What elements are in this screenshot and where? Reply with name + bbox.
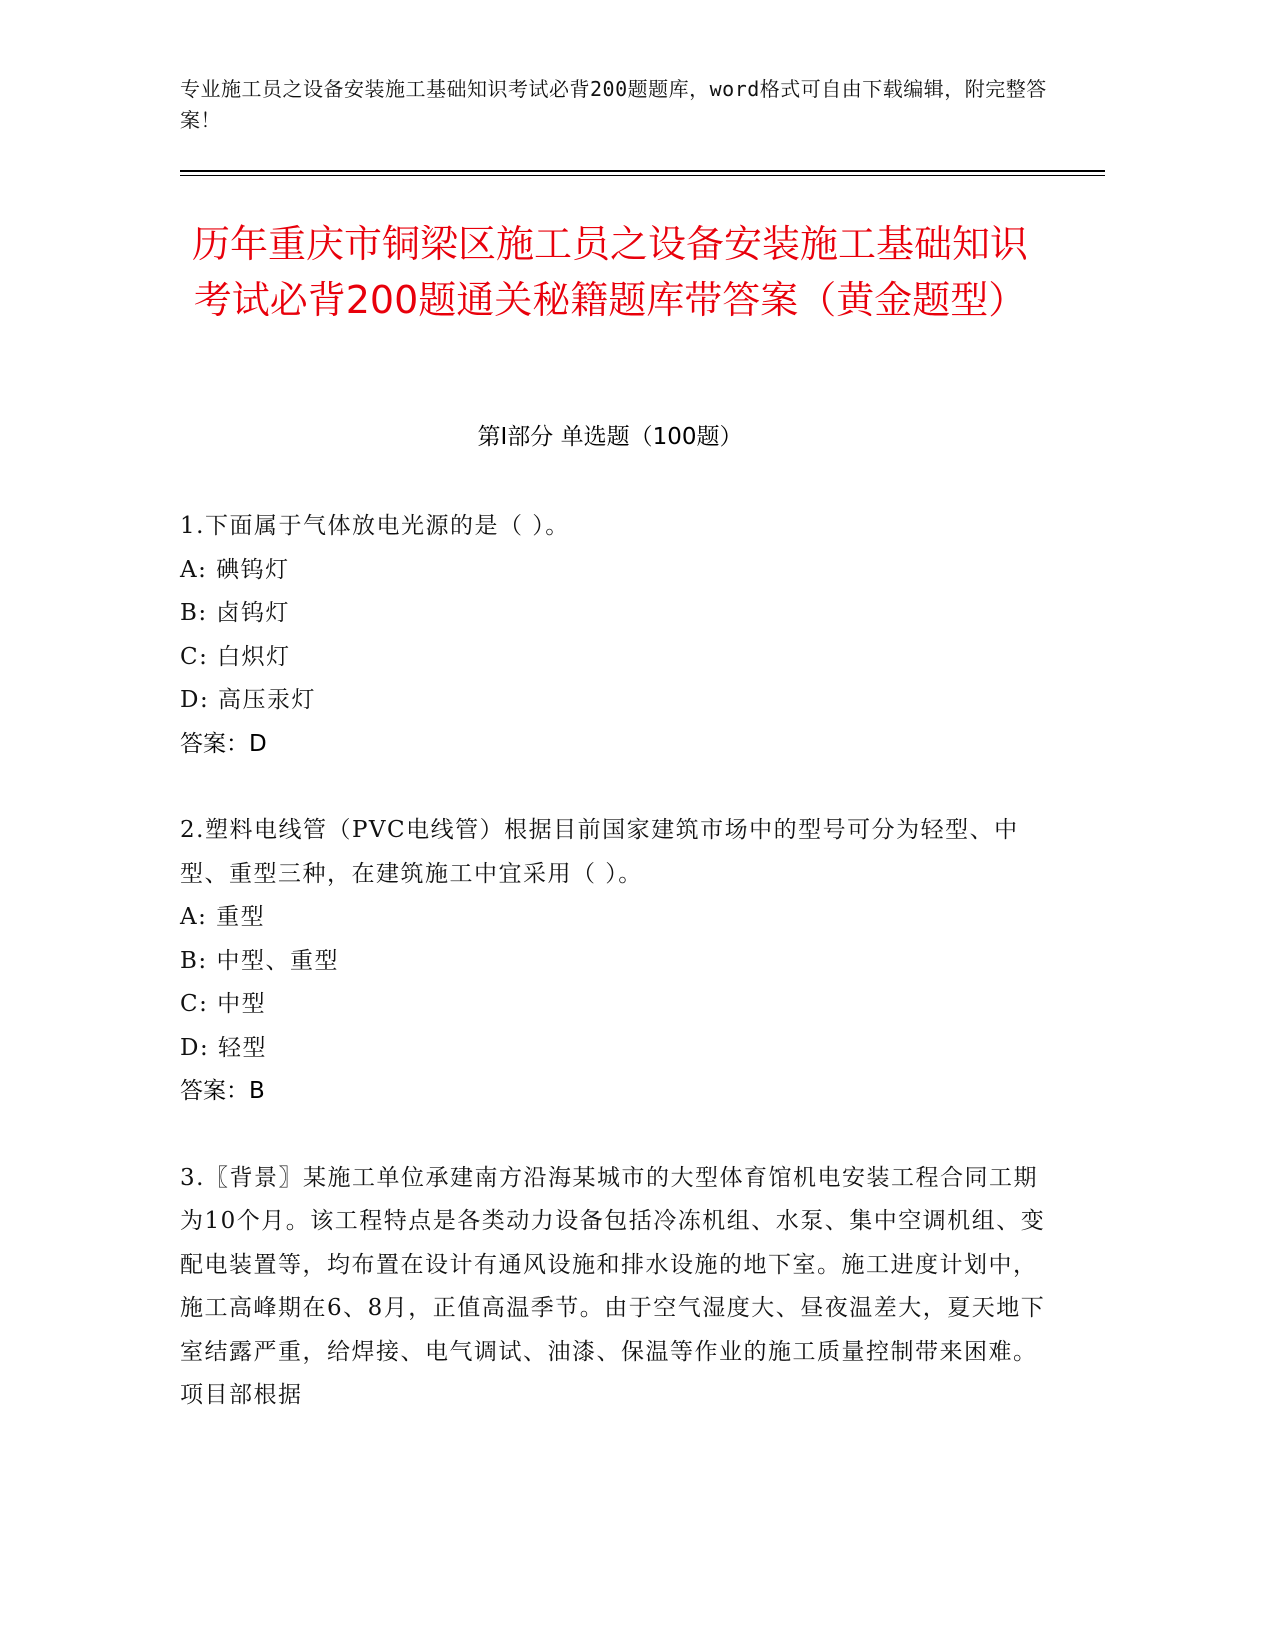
option-a: A: 重型 [180, 904, 266, 930]
option-d: D: 轻型 [180, 1034, 268, 1061]
question-list [180, 505, 1050, 1461]
document-title: 历年重庆市铜梁区施工员之设备安装施工基础知识考试必背200题通关秘籍题库带答案（黄金题型） [191, 222, 1028, 322]
option-c: C: 白炽灯 [180, 643, 291, 670]
header-note: 专业施工员之设备安装施工基础知识考试必背200题题库，word格式可自由下载编辑，附完整答案！ [180, 77, 1047, 132]
option-c: C: 中型 [180, 991, 267, 1017]
option-a: A: 碘钨灯 [180, 556, 290, 583]
question-stem: 3.〖背景〗某施工单位承建南方沿海某城市的大型体育馆机电安装工程合同工期为10个月。该工程特点是各类动力设备包括冷冻机组、水泵、集中空调机组、变配电装置等，均布置在设计有通风设施和排水设施的地下室。施工进度计划中，施工高峰期在6、8月，正值高温季节。由于空气湿度大、昼夜温差大，夏天地下室结露严重，给焊接、电气调试、油漆、保温等作业的施工质量控制带来困难。项目部根据 [180, 1164, 1046, 1408]
question-stem: 2.塑料电线管（PVC电线管）根据目前国家建筑市场中的型号可分为轻型、中型、重型三种，在建筑施工中宜采用（ ）。 [180, 817, 1019, 887]
question-2 [180, 809, 1050, 1114]
section-heading: 第Ⅰ部分 单选题（100题） [477, 424, 743, 450]
answer-line: 答案：B [180, 1078, 265, 1104]
question-stem: 1.下面属于气体放电光源的是（ ）。 [180, 513, 570, 539]
header-divider-thin [180, 175, 1105, 176]
header-divider-thick [180, 170, 1105, 172]
option-b: B: 中型、重型 [180, 947, 339, 974]
question-1 [180, 505, 1050, 766]
option-d: D: 高压汞灯 [180, 687, 317, 713]
question-3 [180, 1157, 1050, 1418]
answer-line: 答案：D [180, 730, 267, 757]
option-b: B: 卤钨灯 [180, 600, 290, 626]
